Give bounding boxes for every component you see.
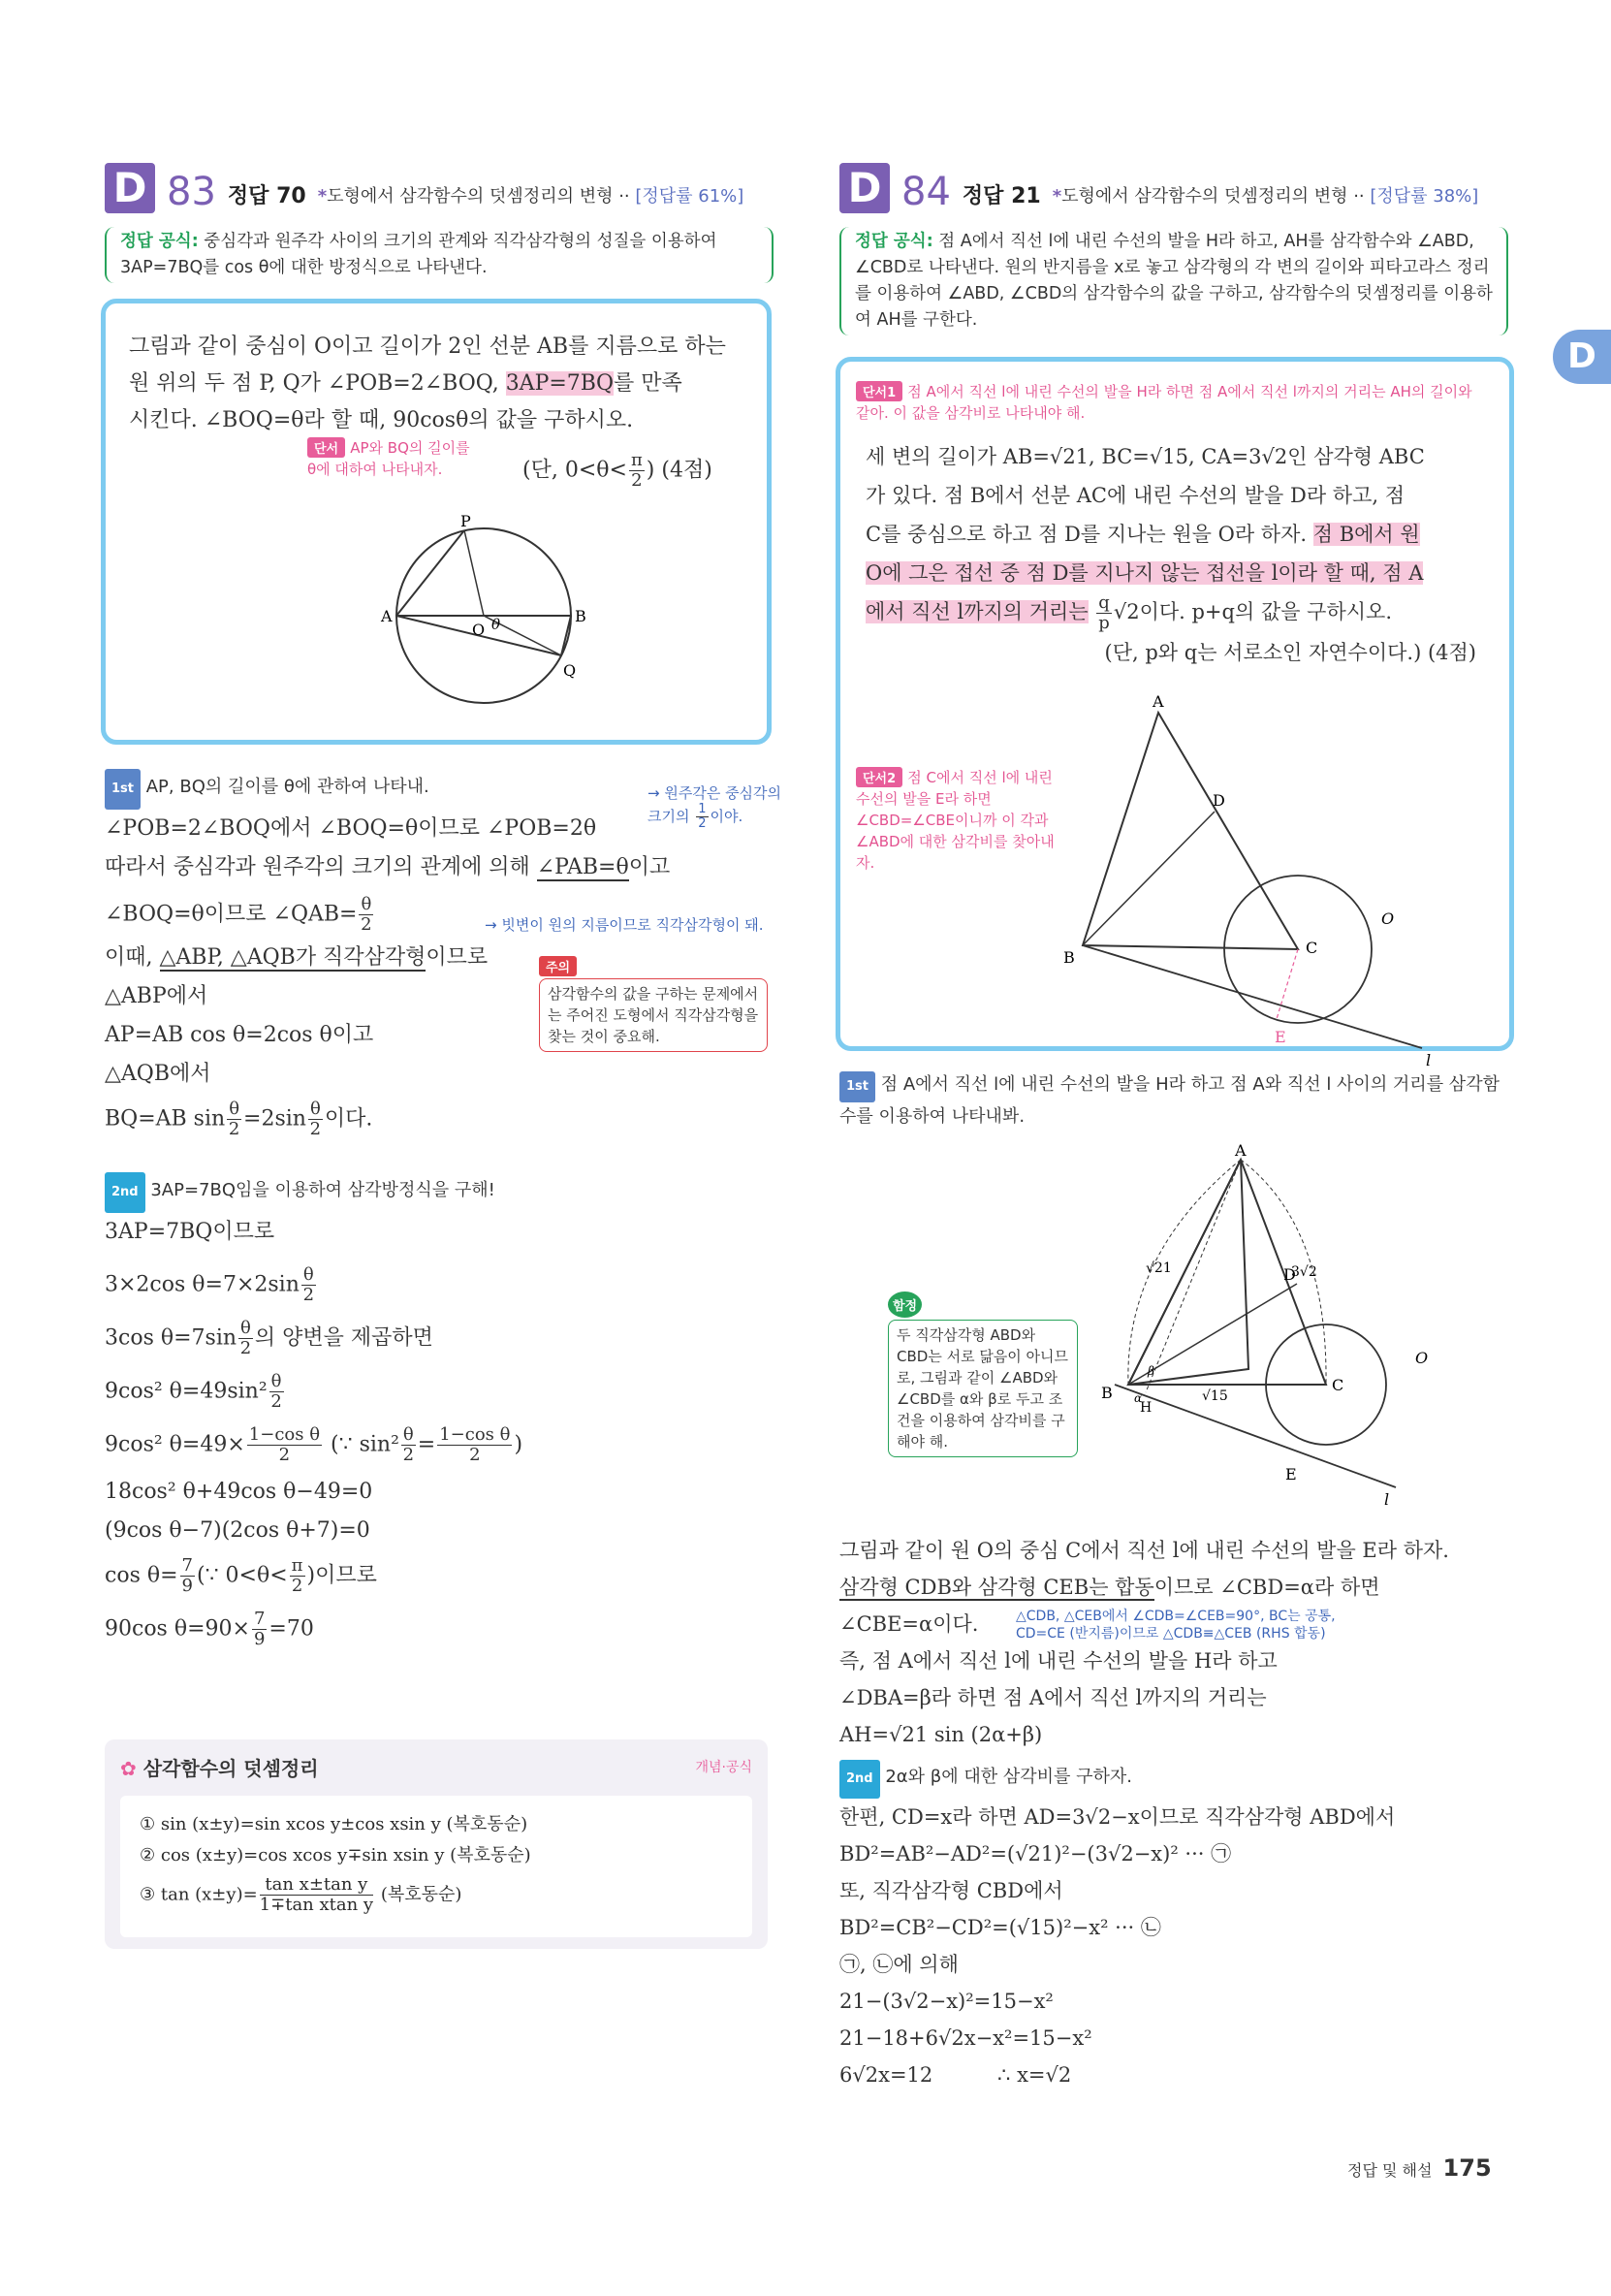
page-footer: 정답 및 해설 175 <box>1347 2154 1492 2182</box>
label-theta: θ <box>491 616 501 633</box>
svg-text:α: α <box>1134 1391 1143 1405</box>
side-tab: D <box>1553 330 1611 384</box>
left-header <box>105 155 774 213</box>
solution-figure <box>1086 1141 1493 1516</box>
svg-text:3√2: 3√2 <box>1291 1264 1317 1280</box>
svg-text:C: C <box>1332 1376 1344 1394</box>
svg-text:√21: √21 <box>1146 1260 1172 1276</box>
svg-text:E: E <box>1285 1465 1297 1483</box>
left-column <box>105 155 774 283</box>
triangle-figure <box>1034 691 1480 1069</box>
svg-text:√15: √15 <box>1202 1388 1228 1404</box>
svg-text:D: D <box>1283 1265 1296 1284</box>
answer-formula: 정답 공식: 중심각과 원주각 사이의 크기의 관계와 직각삼각형의 성질을 이용하여 3AP=7BQ를 cos θ에 대한 방정식으로 나타낸다. <box>105 227 774 283</box>
section-badge: D <box>105 163 155 213</box>
problem-line: 그림과 같이 중심이 O이고 길이가 2인 선분 AB를 지름으로 하는 <box>129 335 726 359</box>
right-header <box>839 155 1508 213</box>
svg-text:C: C <box>1306 939 1318 957</box>
svg-text:l: l <box>1384 1490 1390 1509</box>
left-step1: 1st AP, BQ의 길이를 θ에 관하여 나타내. ∠POB=2∠BOQ에서 ∠BOQ=θ이므로 ∠POB=2θ 따라서 중심각과 원주각의 크기의 관계에 의해 ∠PAB=θ이고 ∠BOQ=θ이므로 ∠QAB= $\frac{\theta}{2}$ 이때, △ABP, △AQB가 직각삼각형이므로 △ABP에서 AP=AB cos θ=2cos θ이고 △AQB에서 BQ=AB sin $\frac{\theta}{2}$ =2sin $\frac{\theta}{2}$ 이다. <box>105 768 774 1139</box>
right-step1-title: 1st 점 A에서 직선 l에 내린 수선의 발을 H라 하고 점 A와 직선 l 사이의 거리를 삼각함수를 이용하여 나타내봐. <box>839 1070 1508 1132</box>
svg-text:B: B <box>1063 948 1075 967</box>
problem-number: 83 <box>167 170 216 214</box>
topic: *도형에서 삼각함수의 덧셈정리의 변형 ·· [정답률 61%] <box>317 186 744 207</box>
answer: 정답 70 <box>227 184 306 208</box>
label-B: B <box>575 607 586 625</box>
label-A: A <box>381 607 393 625</box>
problem-box: 단서1 점 A에서 직선 l에 내린 수선의 발을 H라 하면 점 A에서 직선 l까지의 거리는 AH의 길이와 같아. 이 값을 삼각비로 나타내야 해. 세 변의 길이가 AB=√21, BC=√15, CA=3√2인 삼각형 ABC 가 있다. 점 B에서 선분 AC에 내린 수선의 발을 D라 하고, 점 C를 중심으로 하고 점 D를 지나는 원을 O라 하자. 점 B에서 원 O에 그은 접선 중 점 D를 지나지 않는 접선을 l이라 할 때, 점 A 에서 직선 l까지의 거리는 $\frac{q}{p}$ √2이다. p+q의 값을 구하시오. (단, p와 q는 서로소인 자연수이다.) (4점) 단서2 점 C에서 직선 l에 내린 수선의 발을 E라 하면 ∠CBD=∠CBE이니까 이 각과 ∠ABD에 대한 삼각비를 찾아내자. A B C D E O l <box>836 357 1514 1051</box>
svg-text:D: D <box>1213 791 1225 810</box>
problem-number: 84 <box>901 170 951 214</box>
svg-text:B: B <box>1101 1384 1113 1402</box>
concept-badge: 개념·공식 <box>695 1760 752 1775</box>
svg-text:l: l <box>1426 1051 1432 1069</box>
concept-box: ✿ 삼각함수의 덧셈정리 개념·공식 ① sin (x±y)=sin xcos y±cos xsin y (복호동순) ② cos (x±y)=cos xcos y∓sin xsin y (복호동순) ③ tan (x±y)= $\frac{\text{tan x±tan y}}{\text{1∓tan xtan y}}$ (복호동순) <box>105 1739 768 1949</box>
note-inscribed: → 원주각은 중심각의 크기의 $\frac{1}{2}$ 이야. <box>648 784 782 831</box>
answer: 정답 21 <box>962 184 1041 208</box>
svg-text:β: β <box>1148 1364 1154 1378</box>
svg-text:E: E <box>1275 1028 1286 1046</box>
right-column <box>839 155 1508 335</box>
svg-text:H: H <box>1140 1400 1153 1416</box>
section-badge: D <box>839 163 890 213</box>
problem-line: 원 위의 두 점 P, Q가 ∠POB=2∠BOQ, 3AP=7BQ를 만족 <box>129 371 682 396</box>
right-step2: 2nd 2α와 β에 대한 삼각비를 구하자. 한편, CD=x라 하면 AD=3√2−x이므로 직각삼각형 ABD에서 BD²=AB²−AD²=(√21)²−(3√2−x)² ··· ㉠ 또, 직각삼각형 CBD에서 BD²=CB²−CD²=(√15)²−x² ··· ㉡ ㉠, ㉡에 의해 21−(3√2−x)²=15−x² 21−18+6√2x−x²=15−x² 6√2x=12 ∴ x=√2 <box>839 1759 1518 2093</box>
svg-text:A: A <box>1235 1141 1247 1160</box>
problem-box <box>101 299 772 745</box>
hint2: 단서2 점 C에서 직선 l에 내린 수선의 발을 E라 하면 ∠CBD=∠CBE이니까 이 각과 ∠ABD에 대한 삼각비를 찾아내자. <box>856 769 1055 872</box>
trap-box: 함정 두 직각삼각형 ABD와 CBD는 서로 닮음이 아니므로, 그림과 같이 ∠ABD와 ∠CBD를 α와 β로 두고 조건을 이용하여 삼각비를 구해야 해. <box>888 1292 1078 1457</box>
svg-text:A: A <box>1153 692 1164 711</box>
right-step1-body: 그림과 같이 원 O의 중심 C에서 직선 l에 내린 수선의 발을 E라 하자. 삼각형 CDB와 삼각형 CEB는 합동이므로 ∠CBD=α라 하면 ∠CBE=α이다. 즉, 점 A에서 직선 l에 내린 수선의 발을 H라 하고 ∠DBA=β라 하면 점 A에서 직선 l까지의 거리는 AH=√21 sin (2α+β) <box>839 1539 1449 1746</box>
svg-text:O: O <box>1381 909 1395 928</box>
topic: *도형에서 삼각함수의 덧셈정리의 변형 ·· [정답률 38%] <box>1052 186 1479 207</box>
hint: 단서 AP와 BQ의 길이를 θ에 대하여 나타내자. <box>307 439 470 478</box>
note-congruence: △CDB, △CEB에서 ∠CDB=∠CEB=90°, BC는 공통, CD=CE (반지름)이므로 △CDB≡△CEB (RHS 합동) <box>1016 1609 1336 1642</box>
label-Q: Q <box>563 661 577 680</box>
note-hypotenuse: → 빗변이 원의 지름이므로 직각삼각형이 돼. <box>485 916 764 934</box>
svg-text:O: O <box>1415 1349 1429 1367</box>
problem-line: 시킨다. ∠BOQ=θ라 할 때, 90cosθ의 값을 구하시오. <box>129 408 634 432</box>
label-P: P <box>460 512 471 530</box>
condition: (단, 0<θ< $\frac{\pi}{2}$ ) (4점) <box>522 450 712 491</box>
hint1: 단서1 점 A에서 직선 l에 내린 수선의 발을 H라 하면 점 A에서 직선 l까지의 거리는 AH의 길이와 같아. 이 값을 삼각비로 나타내야 해. <box>856 383 1472 422</box>
circle-figure <box>319 512 648 718</box>
label-O: O <box>472 621 486 639</box>
left-step2: 2nd 3AP=7BQ임을 이용하여 삼각방정식을 구해! 3AP=7BQ이므로 3×2cos θ=7×2sin $\frac{\theta}{2}$ 3cos θ=7sin $\frac{\theta}{2}$ 의 양변을 제곱하면 9cos² θ=49sin² $\frac{\theta}{2}$ 9cos² θ=49× $\frac{\text{1−cos θ}}{2}$ (∵ sin² $\frac{\theta}{2}$ = $\frac{\text{1−cos θ}}{2}$ ) 18cos² θ+49cos θ−49=0 (9cos θ−7)(2cos θ+7)=0 cos θ= $\frac{7}{9}$ (∵ 0<θ< $\frac{\pi}{2}$ )이므로 90cos θ=90× $\frac{7}{9}$ =70 <box>105 1171 774 1649</box>
caution-box: 주의 삼각함수의 값을 구하는 문제에서는 주어진 도형에서 직각삼각형을 찾는 것이 중요해. <box>539 956 768 1052</box>
answer-formula: 정답 공식: 점 A에서 직선 l에 내린 수선의 발을 H라 하고, AH를 삼각함수와 ∠ABD, ∠CBD로 나타낸다. 원의 반지름을 x로 놓고 삼각형의 각 변의 길이와 피타고라스 정리를 이용하여 ∠ABD, ∠CBD의 삼각함수의 값을 구하고, 삼각함수의 덧셈정리를 이용하여 AH를 구한다. <box>839 227 1508 335</box>
